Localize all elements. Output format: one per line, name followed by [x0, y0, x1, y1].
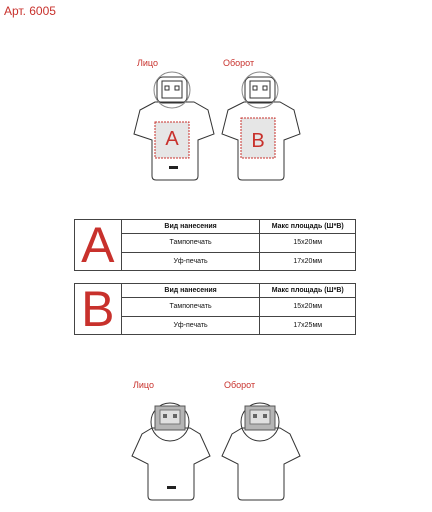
table-b-head-area: Макс площадь (Ш*В) [260, 284, 356, 298]
table-a-letter: A [75, 220, 122, 271]
article-number: Арт. 6005 [4, 4, 56, 18]
zone-b-letter: B [251, 130, 265, 152]
table-b-row-1-method: Тампопечать [121, 298, 260, 317]
spec-table-a [74, 219, 356, 271]
table-b-letter: B [75, 284, 122, 335]
table-a-head-area: Макс площадь (Ш*В) [260, 220, 356, 234]
table-b-row-1-area: 15х20мм [260, 298, 356, 317]
zone-a-letter: A [165, 128, 179, 150]
table-b-row-2-method: Уф-печать [121, 316, 260, 335]
label-front-bottom: Лицо [133, 380, 154, 390]
label-front: Лицо [137, 58, 158, 68]
usb-drawings-top [0, 0, 432, 200]
table-a-row-1-method: Тампопечать [121, 234, 260, 253]
led-mark-bottom [167, 486, 176, 489]
table-b-head-method: Вид нанесения [121, 284, 260, 298]
table-b-row-2-area: 17х25мм [260, 316, 356, 335]
table-a-head-method: Вид нанесения [121, 220, 260, 234]
table-a-row-1-area: 15х20мм [260, 234, 356, 253]
led-mark [169, 166, 178, 169]
spec-table-b [74, 283, 356, 335]
table-a-row-2-area: 17х20мм [260, 252, 356, 271]
label-back-bottom: Оборот [224, 380, 256, 390]
table-a-row-2-method: Уф-печать [121, 252, 260, 271]
usb-drawings-bottom [0, 390, 432, 512]
label-back: Оборот [223, 58, 255, 68]
